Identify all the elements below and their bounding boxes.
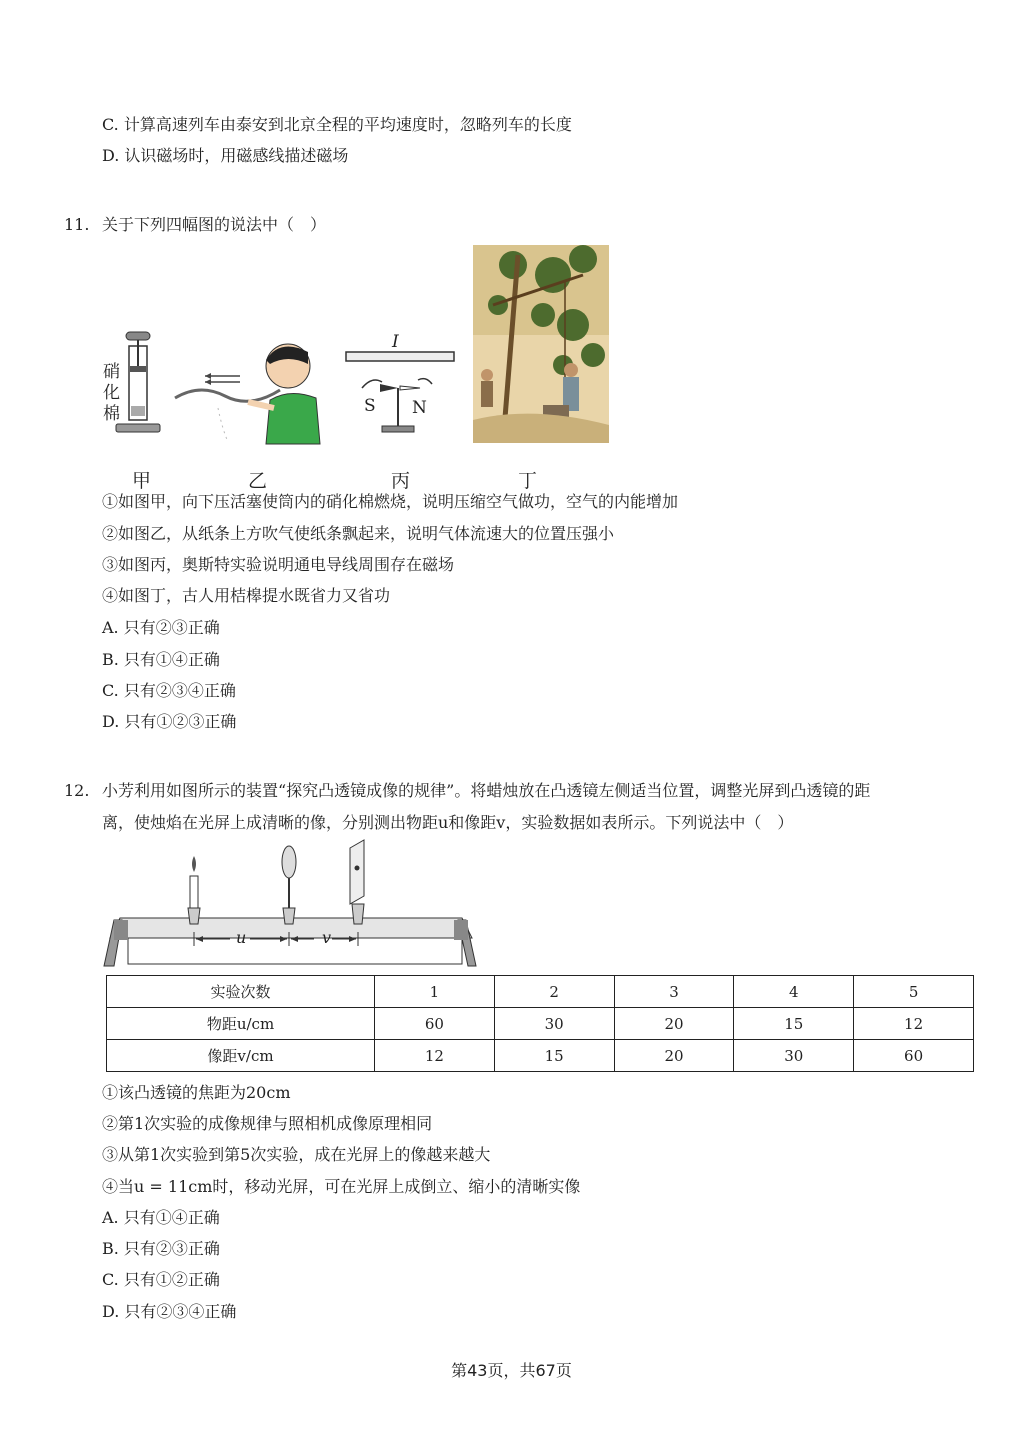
table-cell: 15 [734, 1008, 854, 1040]
q11-statement-1: ①如图甲，向下压活塞使筒内的硝化棉燃烧，说明压缩空气做功，空气的内能增加 [102, 492, 679, 511]
q11-statement-4: ④如图丁，古人用桔槔提水既省力又省功 [102, 586, 391, 605]
label-xiao: 硝 [103, 362, 120, 382]
q11-statement-3: ③如图丙，奥斯特实验说明通电导线周围存在磁场 [102, 555, 455, 574]
figure-yi-boy-blowing [170, 338, 325, 448]
q11-number: 11. [64, 215, 90, 234]
q12-statement-4: ④当u = 11cm时，移动光屏，可在光屏上成倒立、缩小的清晰实像 [102, 1177, 581, 1196]
q12-stem-line1: 小芳利用如图所示的装置“探究凸透镜成像的规律”。将蜡烛放在凸透镜左侧适当位置，调整光屏到凸透镜的距 [102, 781, 871, 800]
table-cell: 2 [494, 976, 614, 1008]
v-label: v [322, 928, 332, 947]
label-mian: 棉 [103, 404, 120, 424]
table-cell: 12 [854, 1008, 974, 1040]
q11-option-b: B. 只有①④正确 [102, 650, 220, 669]
q12-statement-2: ②第1次实验的成像规律与照相机成像原理相同 [102, 1114, 433, 1133]
table-cell: 30 [494, 1008, 614, 1040]
q12-statement-1: ①该凸透镜的焦距为20cm [102, 1083, 291, 1102]
table-cell: 1 [375, 976, 495, 1008]
current-label: I [392, 332, 399, 352]
north-pole-label: N [412, 398, 427, 418]
q12-stem-line2: 离，使烛焰在光屏上成清晰的像，分别测出物距u和像距v，实验数据如表所示。下列说法中（ ） [102, 813, 794, 832]
page-footer: 第43页，共67页 [451, 1361, 572, 1380]
table-cell: 20 [614, 1008, 734, 1040]
table-cell: 5 [854, 976, 974, 1008]
caption-ding: 丁 [518, 470, 538, 492]
caption-yi: 乙 [248, 470, 268, 492]
table-cell: 20 [614, 1040, 734, 1072]
table-cell: 物距u/cm [107, 1008, 375, 1040]
q12-option-d: D. 只有②③④正确 [102, 1302, 237, 1321]
table-row [107, 1040, 974, 1072]
prev-option-d: D. 认识磁场时，用磁感线描述磁场 [102, 146, 349, 165]
table-cell: 12 [375, 1040, 495, 1072]
table-row [107, 1008, 974, 1040]
figure-bing-oersted [340, 332, 465, 438]
table-cell: 实验次数 [107, 976, 375, 1008]
figure-optical-bench [100, 838, 482, 972]
table-cell: 60 [854, 1040, 974, 1072]
q11-stem: 关于下列四幅图的说法中（ ） [102, 215, 327, 234]
caption-jia: 甲 [132, 470, 152, 492]
q11-option-a: A. 只有②③正确 [102, 618, 220, 637]
caption-bing: 丙 [391, 470, 411, 492]
table-cell: 15 [494, 1040, 614, 1072]
q12-option-c: C. 只有①②正确 [102, 1270, 220, 1289]
table-cell: 像距v/cm [107, 1040, 375, 1072]
q11-option-d: D. 只有①②③正确 [102, 712, 237, 731]
q12-option-b: B. 只有②③正确 [102, 1239, 220, 1258]
q11-statement-2: ②如图乙，从纸条上方吹气使纸条飘起来，说明气体流速大的位置压强小 [102, 524, 615, 543]
q11-option-c: C. 只有②③④正确 [102, 681, 236, 700]
prev-option-c: C. 计算高速列车由泰安到北京全程的平均速度时，忽略列车的长度 [102, 115, 572, 134]
figure-ding-well-sweep [473, 245, 609, 443]
table-row [107, 976, 974, 1008]
q12-option-a: A. 只有①④正确 [102, 1208, 220, 1227]
q12-statement-3: ③从第1次实验到第5次实验，成在光屏上的像越来越大 [102, 1145, 491, 1164]
table-cell: 4 [734, 976, 854, 1008]
label-hua: 化 [103, 383, 120, 403]
q12-number: 12. [64, 781, 90, 800]
jia-side-label [103, 362, 120, 425]
u-label: u [236, 928, 247, 947]
south-pole-label: S [364, 396, 376, 416]
experiment-data-table [106, 975, 974, 1072]
table-cell: 3 [614, 976, 734, 1008]
table-cell: 30 [734, 1040, 854, 1072]
table-cell: 60 [375, 1008, 495, 1040]
